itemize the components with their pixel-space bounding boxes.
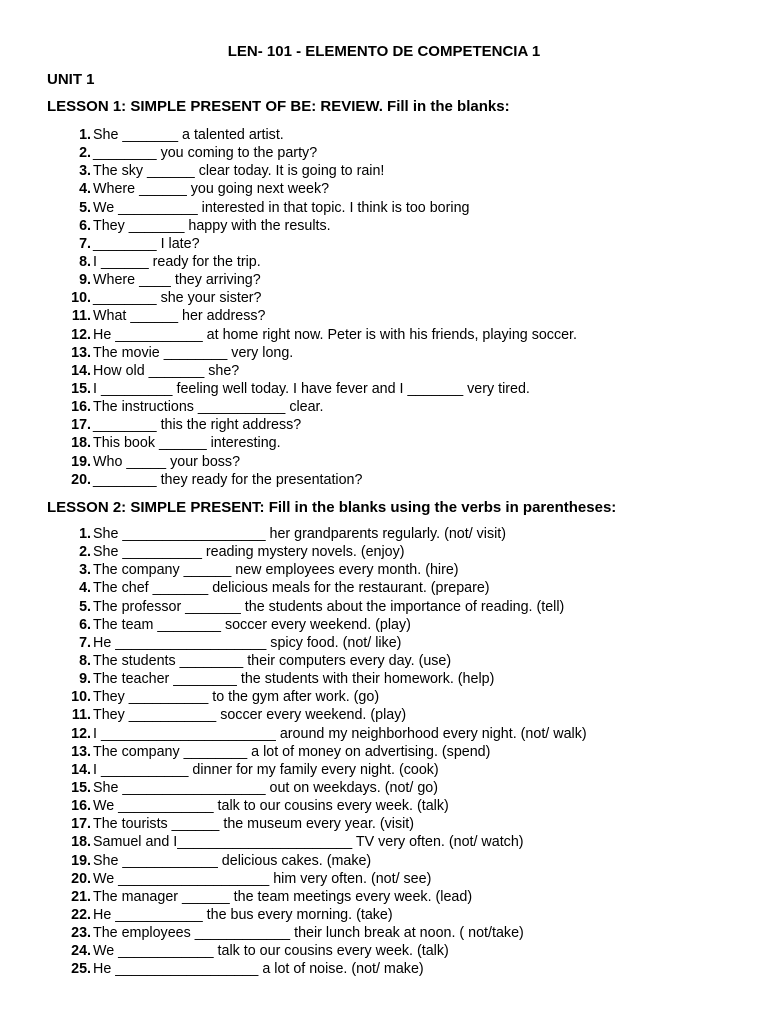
exercise-item — [47, 579, 747, 597]
exercise-item — [47, 743, 747, 761]
item-number: 20. — [71, 870, 91, 887]
exercise-item — [47, 888, 747, 906]
item-text: We ____________ talk to our cousins every week. (talk) — [93, 798, 449, 815]
item-number: 18. — [71, 834, 91, 851]
exercise-item — [47, 924, 747, 942]
exercise-item — [47, 960, 747, 978]
item-number: 19. — [71, 852, 91, 869]
exercise-item — [47, 852, 747, 870]
item-text: She ____________ delicious cakes. (make) — [93, 852, 372, 869]
item-text: The sky ______ clear today. It is going to rain! — [93, 163, 385, 180]
item-number: 19. — [71, 453, 91, 470]
lesson1-heading: LESSON 1: SIMPLE PRESENT OF BE: REVIEW. Fill in the blanks: — [47, 98, 510, 115]
exercise-item — [47, 144, 747, 162]
item-number: 14. — [71, 362, 91, 379]
exercise-item — [47, 253, 747, 271]
exercise-item — [47, 598, 747, 616]
item-number: 5. — [79, 199, 91, 216]
item-number: 16. — [71, 399, 91, 416]
item-text: ________ this the right address? — [93, 417, 302, 434]
item-text: What ______ her address? — [93, 308, 266, 325]
item-number: 2. — [79, 544, 91, 561]
item-text: The instructions ___________ clear. — [93, 399, 324, 416]
item-text: The teacher ________ the students with their homework. (help) — [93, 671, 495, 688]
item-number: 18. — [71, 435, 91, 452]
exercise-item — [47, 126, 747, 144]
item-number: 17. — [71, 417, 91, 434]
item-text: ________ they ready for the presentation? — [93, 471, 363, 488]
exercise-item — [47, 833, 747, 851]
item-number: 4. — [79, 580, 91, 597]
exercise-item — [47, 725, 747, 743]
exercise-item — [47, 543, 747, 561]
exercise-item — [47, 906, 747, 924]
item-text: The students ________ their computers every day. (use) — [93, 652, 452, 669]
exercise-item — [47, 471, 747, 489]
item-number: 20. — [71, 471, 91, 488]
item-number: 13. — [71, 344, 91, 361]
item-text: The company ______ new employees every month. (hire) — [93, 562, 459, 579]
item-number: 4. — [79, 181, 91, 198]
exercise-item — [47, 525, 747, 543]
item-number: 5. — [79, 598, 91, 615]
item-number: 12. — [71, 725, 91, 742]
exercise-item — [47, 362, 747, 380]
item-number: 13. — [71, 743, 91, 760]
item-text: She __________________ her grandparents regularly. (not/ visit) — [93, 526, 507, 542]
exercise-item — [47, 180, 747, 198]
item-text: I _________ feeling well today. I have fever and I _______ very tired. — [93, 380, 530, 397]
item-number: 15. — [71, 380, 91, 397]
item-text: He ___________ the bus every morning. (take) — [93, 906, 393, 923]
item-text: The movie ________ very long. — [93, 344, 294, 361]
item-number: 22. — [71, 906, 91, 923]
item-text: I ______ ready for the trip. — [93, 253, 261, 270]
item-number: 12. — [71, 326, 91, 343]
item-number: 9. — [79, 272, 91, 289]
item-number: 16. — [71, 798, 91, 815]
exercise-item — [47, 815, 747, 833]
item-text: How old _______ she? — [93, 362, 240, 379]
exercise-item — [47, 271, 747, 289]
item-number: 15. — [71, 779, 91, 796]
item-number: 10. — [71, 689, 91, 706]
item-number: 10. — [71, 290, 91, 307]
item-number: 9. — [79, 671, 91, 688]
exercise-item — [47, 688, 747, 706]
item-text: Who _____ your boss? — [93, 453, 241, 470]
item-text: We ___________________ him very often. (not/ see) — [93, 870, 432, 887]
item-text: This book ______ interesting. — [93, 435, 281, 452]
item-text: The team ________ soccer every weekend. (play) — [93, 616, 411, 633]
item-text: We __________ interested in that topic. I think is too boring — [93, 199, 470, 216]
exercise-item — [47, 942, 747, 960]
exercise-item — [47, 706, 747, 724]
item-number: 7. — [79, 634, 91, 651]
exercise-item — [47, 307, 747, 325]
item-number: 23. — [71, 925, 91, 942]
item-text: I ___________ dinner for my family every night. (cook) — [93, 761, 439, 778]
item-text: Samuel and I______________________ TV very often. (not/ watch) — [93, 834, 524, 851]
item-number: 24. — [71, 943, 91, 960]
lesson1-list — [47, 126, 747, 489]
item-text: I ______________________ around my neighborhood every night. (not/ walk) — [93, 725, 587, 742]
item-number: 6. — [79, 616, 91, 633]
exercise-item — [47, 398, 747, 416]
item-text: The tourists ______ the museum every year. (visit) — [93, 816, 415, 833]
item-text: ________ you coming to the party? — [93, 145, 318, 162]
exercise-item — [47, 289, 747, 307]
exercise-item — [47, 344, 747, 362]
item-text: The manager ______ the team meetings every week. (lead) — [93, 888, 473, 905]
item-text: He ___________ at home right now. Peter is with his friends, playing soccer. — [93, 326, 577, 343]
item-text: She __________________ out on weekdays. (not/ go) — [93, 779, 438, 796]
exercise-item — [47, 416, 747, 434]
exercise-item — [47, 616, 747, 634]
exercise-item — [47, 162, 747, 180]
lesson2-heading: LESSON 2: SIMPLE PRESENT: Fill in the blanks using the verbs in parentheses: — [47, 499, 617, 516]
item-text: They __________ to the gym after work. (go) — [93, 689, 380, 706]
exercise-item — [47, 797, 747, 815]
item-text: She _______ a talented artist. — [93, 127, 284, 143]
item-number: 1. — [79, 127, 91, 143]
exercise-item — [47, 652, 747, 670]
unit-heading: UNIT 1 — [47, 71, 95, 88]
exercise-item — [47, 235, 747, 253]
exercise-item — [47, 761, 747, 779]
item-text: Where ______ you going next week? — [93, 181, 330, 198]
item-text: They ___________ soccer every weekend. (play) — [93, 707, 407, 724]
item-text: ________ she your sister? — [93, 290, 262, 307]
item-text: They _______ happy with the results. — [93, 217, 331, 234]
item-number: 25. — [71, 961, 91, 978]
item-number: 21. — [71, 888, 91, 905]
item-number: 2. — [79, 145, 91, 162]
exercise-item — [47, 634, 747, 652]
item-text: He __________________ a lot of noise. (not/ make) — [93, 961, 424, 978]
exercise-item — [47, 670, 747, 688]
item-text: We ____________ talk to our cousins every week. (talk) — [93, 943, 449, 960]
exercise-item — [47, 199, 747, 217]
document-title: LEN- 101 - ELEMENTO DE COMPETENCIA 1 — [227, 43, 541, 60]
exercise-item — [47, 217, 747, 235]
item-text: He ___________________ spicy food. (not/ like) — [93, 634, 402, 651]
item-number: 6. — [79, 217, 91, 234]
item-number: 3. — [79, 163, 91, 180]
item-text: The chef _______ delicious meals for the restaurant. (prepare) — [93, 580, 490, 597]
item-text: The professor _______ the students about the importance of reading. (tell) — [93, 598, 565, 615]
item-text: The company ________ a lot of money on advertising. (spend) — [93, 743, 491, 760]
item-number: 3. — [79, 562, 91, 579]
item-text: ________ I late? — [93, 235, 200, 252]
item-number: 8. — [79, 652, 91, 669]
exercise-item — [47, 779, 747, 797]
item-number: 11. — [71, 308, 91, 325]
lesson2-list — [47, 525, 747, 979]
item-text: The employees ____________ their lunch break at noon. ( not/take) — [93, 925, 524, 942]
item-number: 17. — [71, 816, 91, 833]
exercise-item — [47, 380, 747, 398]
item-text: Where ____ they arriving? — [93, 272, 261, 289]
exercise-item — [47, 453, 747, 471]
exercise-item — [47, 561, 747, 579]
exercise-item — [47, 434, 747, 452]
item-number: 14. — [71, 761, 91, 778]
item-number: 11. — [71, 707, 91, 724]
exercise-item — [47, 870, 747, 888]
item-number: 7. — [79, 235, 91, 252]
item-text: She __________ reading mystery novels. (enjoy) — [93, 544, 405, 561]
item-number: 8. — [79, 253, 91, 270]
item-number: 1. — [79, 526, 91, 542]
exercise-item — [47, 326, 747, 344]
